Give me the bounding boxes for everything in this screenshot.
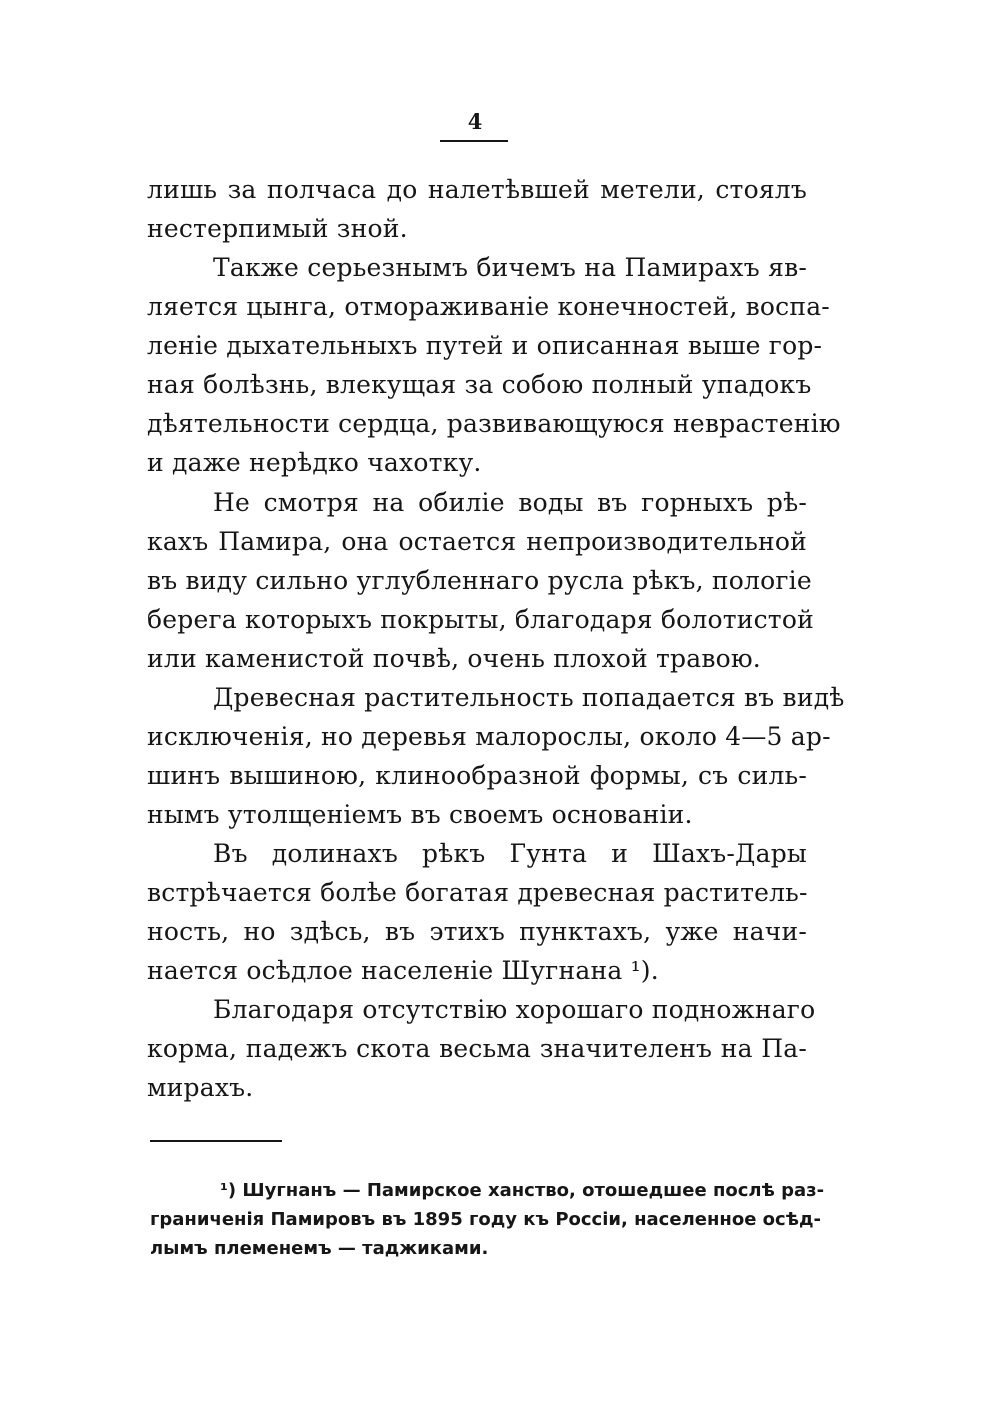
text-line: леніе дыхательныхъ путей и описанная выше гор- <box>147 331 823 360</box>
footnote-line: ¹) Шугнанъ — Памирское ханство, отошедшее послѣ раз- <box>220 1180 825 1201</box>
text-line: ная болѣзнь, влекущая за собою полный упадокъ <box>147 370 812 399</box>
text-line: Не смотря на обиліе воды въ горныхъ рѣ- <box>213 488 807 517</box>
text-line: встрѣчается болѣе богатая древесная раститель- <box>147 878 808 907</box>
text-line: ность, но здѣсь, въ этихъ пунктахъ, уже начи- <box>147 917 807 946</box>
text-line: нымъ утолщеніемъ въ своемъ основаніи. <box>147 800 693 829</box>
page-number: 4 <box>467 109 483 134</box>
text-line: Въ долинахъ рѣкъ Гунта и Шахъ-Дары <box>213 839 807 868</box>
footnote-line: лымъ племенемъ — таджиками. <box>150 1238 489 1259</box>
text-line: въ виду сильно углубленнаго русла рѣкъ, пологіе <box>147 566 812 595</box>
page-number-underline <box>440 140 508 142</box>
text-line: корма, падежъ скота весьма значителенъ на Па- <box>147 1034 807 1063</box>
text-line: Древесная растительность попадается въ видѣ <box>213 683 845 712</box>
text-line: Благодаря отсутствію хорошаго подножнаго <box>213 995 816 1024</box>
text-line: кахъ Памира, она остается непроизводительной <box>147 527 807 556</box>
footnote-line: граниченія Памировъ въ 1895 году къ Россіи, населенное осѣд- <box>150 1209 821 1230</box>
text-line: шинъ вышиною, клинообразной формы, съ силь- <box>147 761 807 790</box>
footnote-separator <box>150 1140 282 1142</box>
text-line: мирахъ. <box>147 1073 254 1102</box>
text-line: исключенія, но деревья малорослы, около 4—5 ар- <box>147 722 831 751</box>
text-line: лишь за полчаса до налетѣвшей метели, стоялъ <box>147 175 807 204</box>
text-line: нестерпимый зной. <box>147 214 408 243</box>
text-line: Также серьезнымъ бичемъ на Памирахъ яв- <box>213 253 807 282</box>
text-line: ляется цынга, отмораживаніе конечностей, воспа- <box>147 292 830 321</box>
text-line: берега которыхъ покрыты, благодаря болотистой <box>147 605 814 634</box>
text-line: дѣятельности сердца, развивающуюся неврастенію <box>147 409 841 438</box>
text-line: и даже нерѣдко чахотку. <box>147 448 482 477</box>
text-line: или каменистой почвѣ, очень плохой травою. <box>147 644 761 673</box>
text-line: нается осѣдлое населеніе Шугнана ¹). <box>147 956 659 985</box>
